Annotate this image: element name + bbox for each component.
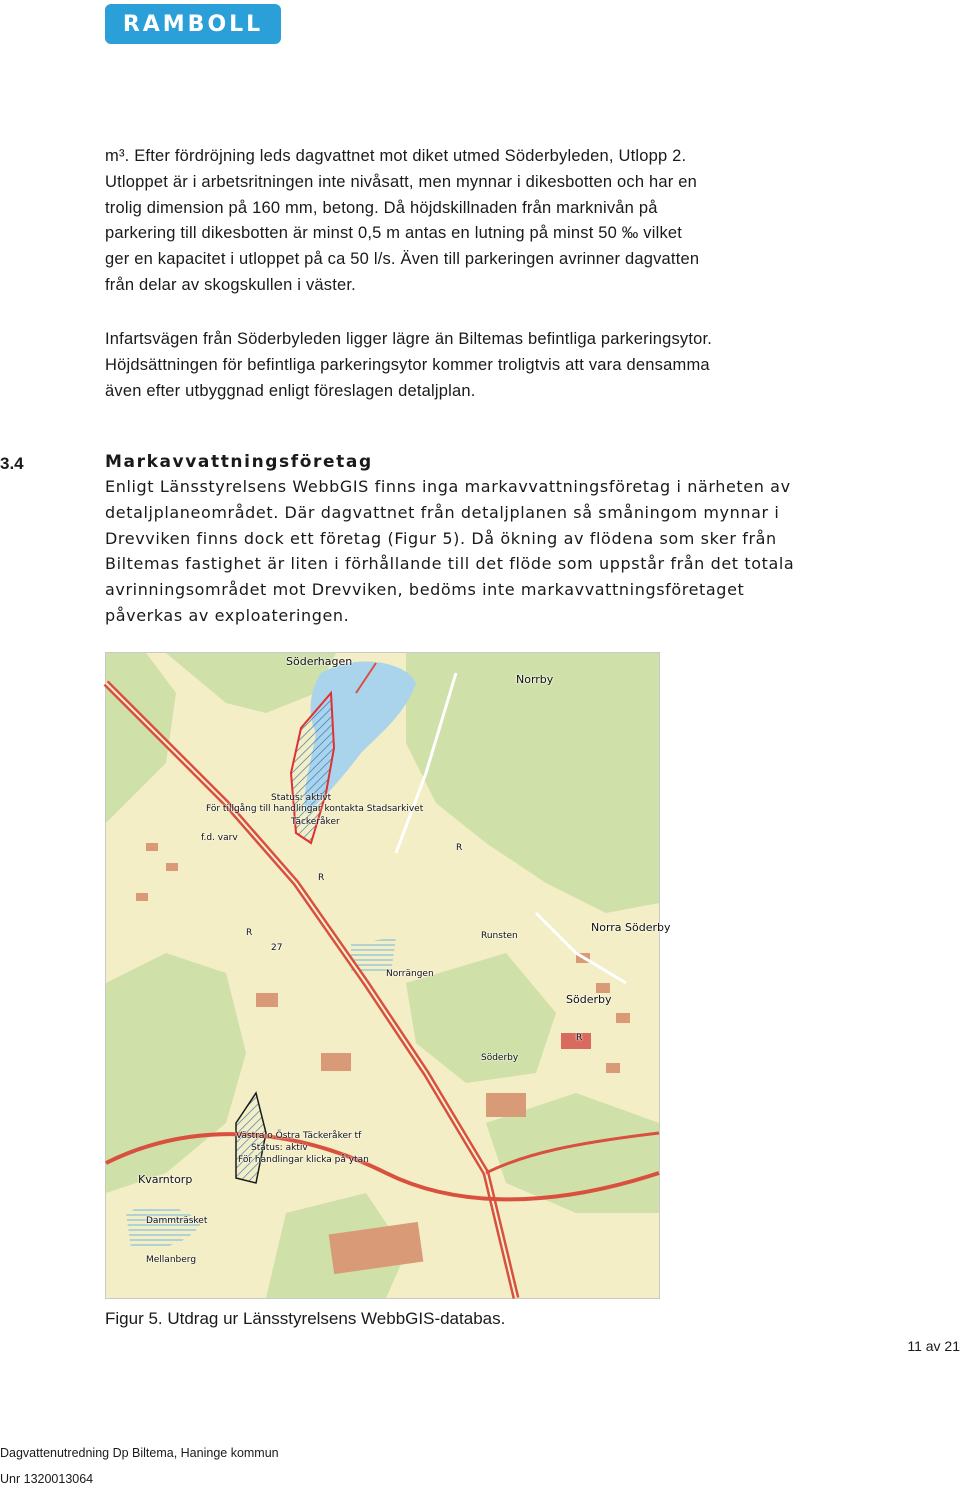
map-label-soderby: Söderby <box>566 993 612 1006</box>
map-label-norra-soderby: Norra Söderby <box>591 921 671 934</box>
text-line: från delar av skogskullen i väster. <box>105 275 356 294</box>
paragraph-infartsvagen <box>105 327 845 404</box>
map-label-kvarntorp: Kvarntorp <box>138 1173 193 1186</box>
map-label-soderby-2: Söderby <box>481 1053 519 1063</box>
map-label-r-1: R <box>318 873 325 883</box>
map-label-norrangen: Norrängen <box>386 969 434 979</box>
page-number: 11 av 21 <box>907 1338 960 1354</box>
text-line: påverkas av exploateringen. <box>105 605 350 625</box>
footer-title: Dagvattenutredning Dp Biltema, Haninge kommun <box>0 1446 279 1460</box>
section-title: Markavvattningsföretag <box>105 452 373 472</box>
map-label-fd-varv: f.d. varv <box>201 833 238 843</box>
text-line: även efter utbyggnad enligt föreslagen detaljplan. <box>105 381 476 400</box>
map-label-tackeraker: Täckeråker <box>291 817 340 827</box>
text-line: Enligt Länsstyrelsens WebbGIS finns inga markavvattningsföretag i närheten av <box>105 477 791 496</box>
map-label-r-3: R <box>456 843 463 853</box>
footer-number: Unr 1320013064 <box>0 1472 94 1486</box>
text-line: parkering till dikesbotten är minst 0,5 m antas en lutning på minst 50 ‰ vilket <box>105 224 683 243</box>
webbgis-map <box>105 652 671 1299</box>
map-label-runsten: Runsten <box>481 931 518 941</box>
text-line: m³. Efter fördröjning leds dagvattnet mot diket utmed Söderbyleden, Utlopp 2. <box>105 147 687 165</box>
paragraph-utlopp <box>105 144 845 299</box>
text-line: trolig dimension på 160 mm, betong. Då höjdskillnaden från marknivån på <box>105 198 658 217</box>
figure-caption: Figur 5. Utdrag ur Länsstyrelsens WebbGIS-databas. <box>105 1309 506 1328</box>
map-label-note-1: För tillgång till handlingar kontakta Stadsarkivet <box>206 804 424 814</box>
text-line: Drevviken finns dock ett företag (Figur 5). Då ökning av flödena som sker från <box>105 528 777 548</box>
map-label-norrby: Norrby <box>516 673 554 686</box>
text-line: ger en kapacitet i utloppet på ca 50 l/s. Även till parkeringen avrinner dagvatten <box>105 250 700 269</box>
text-line: Utloppet är i arbetsritningen inte nivåsatt, men mynnar i dikesbotten och har en <box>105 172 697 191</box>
map-label-note-2: För handlingar klicka på ytan <box>238 1155 369 1165</box>
ramboll-logo <box>105 4 281 44</box>
logo-text: RAMBOLL <box>122 11 264 37</box>
map-label-r-4: R <box>576 1033 583 1043</box>
map-label-27: 27 <box>271 943 283 953</box>
map-label-soderhagen: Söderhagen <box>286 655 353 668</box>
map-label-dammtrasket: Dammträsket <box>146 1216 208 1226</box>
map-label-mellanberg: Mellanberg <box>146 1255 197 1265</box>
text-line: Infartsvägen från Söderbyleden ligger lägre än Biltemas befintliga parkeringsytor. <box>105 330 713 348</box>
text-line: avrinningsområdet mot Drevviken, bedöms inte markavvattningsföretaget <box>105 580 745 600</box>
text-line: Höjdsättningen för befintliga parkeringsytor kommer troligtvis att vara densamma <box>105 355 710 374</box>
map-label-status-2: Status: aktiv <box>251 1143 308 1153</box>
text-line: Biltemas fastighet är liten i förhållande till det flöde som uppstår från det totala <box>105 554 795 574</box>
section-number: 3.4 <box>0 454 24 473</box>
map-label-vastra: Västra o Östra Täckeråker tf <box>236 1131 362 1141</box>
map-label-status-1: Status: aktivt <box>271 793 332 803</box>
paragraph-markavvattning <box>105 474 845 629</box>
map-graphic <box>106 653 659 1298</box>
text-line: detaljplaneområdet. Där dagvattnet från detaljplanen så småningom mynnar i <box>105 502 780 522</box>
map-label-r-2: R <box>246 928 253 938</box>
